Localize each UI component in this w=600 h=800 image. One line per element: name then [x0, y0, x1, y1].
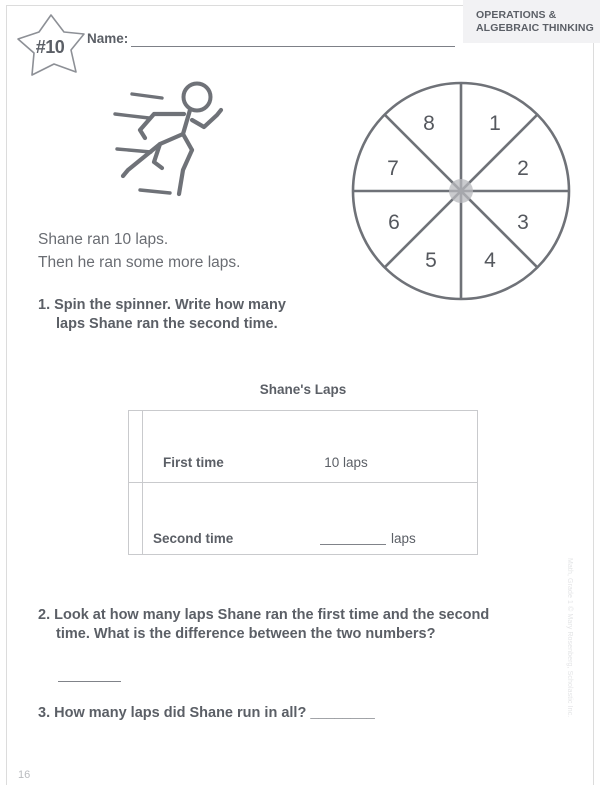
story-text: [38, 228, 240, 274]
question-1-number: 1.: [38, 297, 51, 313]
story-line-2: Then he ran some more laps.: [38, 254, 241, 271]
worksheet-number: #10: [35, 36, 65, 57]
story-line-1: Shane ran 10 laps.: [38, 231, 169, 248]
table-row-1-value: 10 laps: [324, 455, 368, 470]
question-2-line-1: Look at how many laps Shane ran the first time and the second: [54, 607, 490, 623]
table-row-divider: [128, 482, 478, 483]
question-3-number: 3.: [38, 705, 51, 721]
running-person-icon: [104, 72, 264, 212]
spinner-number-7: 7: [387, 157, 399, 180]
table-row-2-value[interactable]: [320, 531, 416, 546]
table-row-1-label: First time: [163, 455, 224, 470]
spinner-wheel-icon: [348, 78, 574, 304]
question-3: [38, 705, 375, 721]
table-row-2-unit: laps: [391, 531, 416, 546]
question-2-line-2: time. What is the difference between the two numbers?: [56, 626, 436, 642]
page-frame-left: [6, 5, 7, 785]
name-input-line[interactable]: [131, 46, 455, 47]
table-row-2-answer-blank[interactable]: [320, 544, 386, 545]
question-2-number: 2.: [38, 607, 51, 623]
question-1: [38, 295, 338, 316]
page-frame-right: [593, 5, 594, 785]
question-1-line-2: laps Shane ran the second time.: [56, 316, 278, 332]
spinner-number-2: 2: [517, 157, 529, 180]
spinner-number-5: 5: [425, 249, 437, 272]
copyright-credit: Math, Grade 1 © Mary Rosenberg, Scholastic Inc.: [566, 558, 573, 718]
table-title: Shane's Laps: [259, 382, 347, 397]
question-1-line-1: Spin the spinner. Write how many: [54, 297, 286, 313]
standard-line-2: ALGEBRAIC THINKING: [476, 22, 594, 34]
table-row-2-label: Second time: [153, 531, 234, 546]
name-label: Name:: [87, 31, 129, 46]
spinner-number-6: 6: [388, 211, 400, 234]
question-2: [38, 605, 538, 626]
question-2-answer-blank[interactable]: [58, 681, 121, 682]
page-number: 16: [18, 769, 31, 781]
spinner-number-8: 8: [423, 112, 435, 135]
standard-line-1: OPERATIONS &: [476, 9, 557, 21]
spinner-number-3: 3: [517, 211, 529, 234]
spinner-number-1: 1: [489, 112, 501, 135]
question-3-line-1[interactable]: How many laps did Shane run in all? ________: [54, 705, 375, 721]
spinner-number-4: 4: [484, 249, 496, 272]
standard-badge-text: [476, 9, 600, 35]
